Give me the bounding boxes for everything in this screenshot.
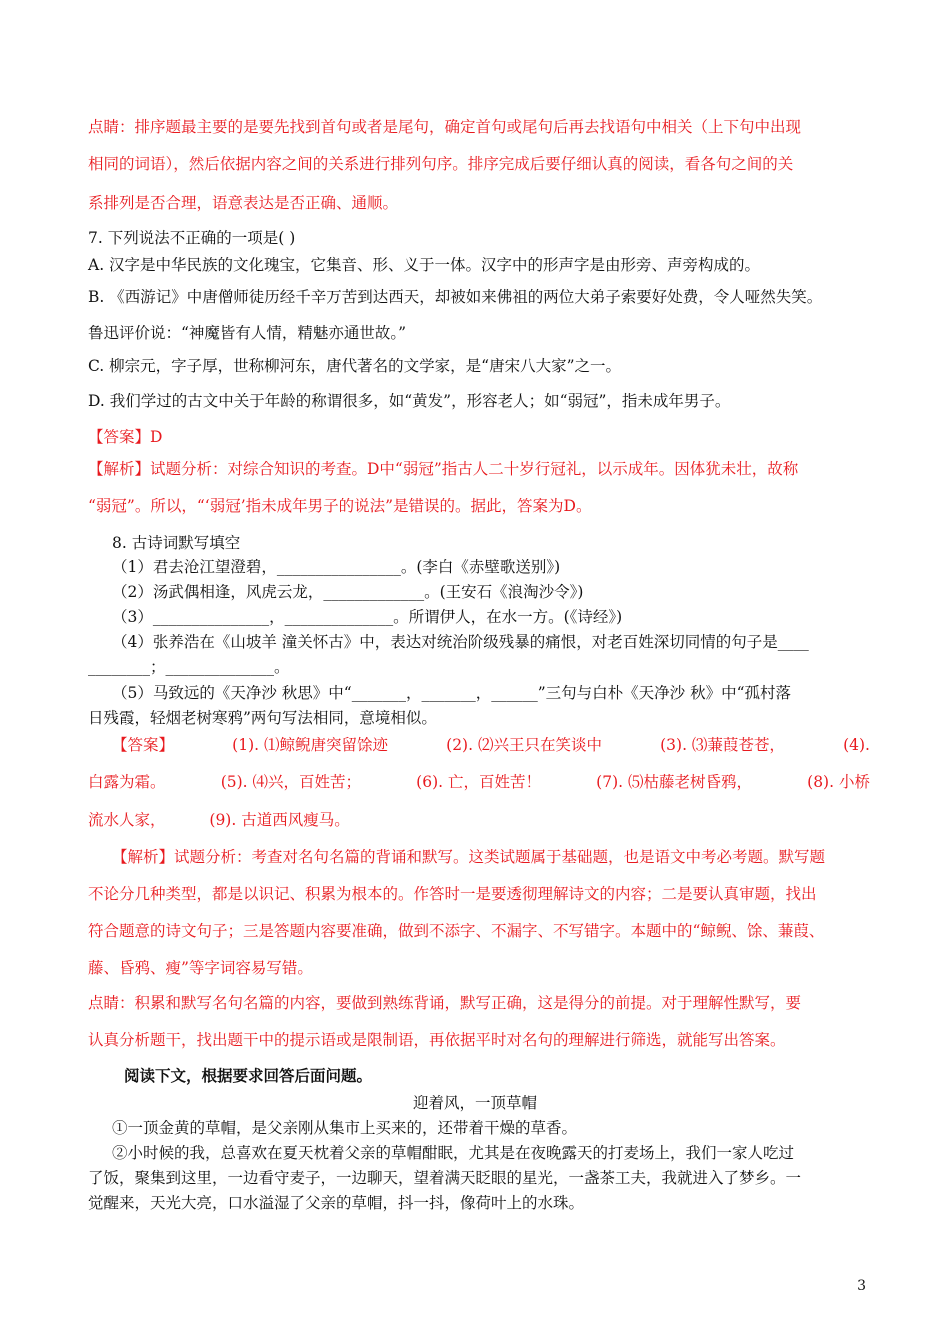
q8-answer-row-2 xyxy=(88,772,870,792)
reading-para-1: ①一顶金黄的草帽，是父亲刚从集市上买来的，还带着干燥的草香。 xyxy=(112,1119,578,1137)
q7-option-a: A. 汉字是中华民族的文化瑰宝，它集音、形、义于一体。汉字中的形声字是由形旁、声旁构成的。 xyxy=(88,256,761,274)
q8-tip-1: 点睛：积累和默写名句名篇的内容，要做到熟练背诵，默写正确，这是得分的前提。对于理解性默写，要 xyxy=(88,994,802,1012)
q7-option-c: C. 柳宗元，字子厚，世称柳河东，唐代著名的文学家，是“唐宋八大家”之一。 xyxy=(88,357,622,375)
q7-stem: 7. 下列说法不正确的一项是( ) xyxy=(88,229,296,247)
q8-item-4: （4）张养浩在《山坡羊 潼关怀古》中，表达对统治阶级残暴的痛恨，对老百姓深切同情的句子是____ xyxy=(112,633,809,651)
answer-item: (1). ⑴鲸鲵唐突留馀迹 xyxy=(232,736,388,754)
page-number: 3 xyxy=(857,1278,866,1294)
reading-para-2: ②小时候的我，总喜欢在夏天枕着父亲的草帽酣眠，尤其是在夜晚露天的打麦场上，我们一家人吃过 xyxy=(112,1144,795,1162)
answer-item: (9). 古道西风瘦马。 xyxy=(209,811,350,829)
answer-item: (6). 亡，百姓苦！ xyxy=(416,773,541,791)
q7-option-b-cont: 鲁迅评价说：“神魔皆有人情，精魅亦通世故。” xyxy=(88,324,407,342)
q8-analysis-4: 藤、昏鸦、瘦”等字词容易写错。 xyxy=(88,959,313,977)
q7-option-b: B. 《西游记》中唐僧师徒历经千辛万苦到达西天，却被如来佛祖的两位大弟子索要好处费，令人哑然失笑。 xyxy=(88,288,823,306)
answer-item: (4). xyxy=(843,736,870,754)
q8-item-5-cont: 日残霞，轻烟老树寒鸦”两句写法相同，意境相似。 xyxy=(88,709,437,727)
q8-analysis-2: 不论分几种类型，都是以识记、积累为根本的。作答时一是要透彻理解诗文的内容；二是要认真审题，找出 xyxy=(88,885,817,903)
q8-answer-row-3 xyxy=(88,810,870,830)
answer-item: 流水人家， xyxy=(88,811,166,829)
tip-line-3: 系排列是否合理，语意表达是否正确、通顺。 xyxy=(88,194,399,212)
q8-analysis-1: 【解析】试题分析：考查对名句名篇的背诵和默写。这类试题属于基础题，也是语文中考必考题。默写题 xyxy=(112,848,826,866)
reading-para-2-cont2: 觉醒来，天光大亮，口水溢湿了父亲的草帽，抖一抖，像荷叶上的水珠。 xyxy=(88,1194,585,1212)
q8-stem: 8. 古诗词默写填空 xyxy=(112,534,241,552)
answer-item: (8). 小桥 xyxy=(807,773,870,791)
q7-option-d: D. 我们学过的古文中关于年龄的称谓很多，如“黄发”，形容老人；如“弱冠”，指未成年男子。 xyxy=(88,392,731,410)
answer-item: (7). ⑸枯藤老树昏鸦， xyxy=(596,773,752,791)
q8-item-5: （5）马致远的《天净沙 秋思》中“_______，_______，______”三句与白朴《天净沙 秋》中“孤村落 xyxy=(112,684,791,702)
answer-item: 白露为霜。 xyxy=(88,773,166,791)
q7-analysis-1: 【解析】试题分析：对综合知识的考查。D中“弱冠”指古人二十岁行冠礼，以示成年。因体犹未壮，故称 xyxy=(88,460,799,478)
answer-item: (2). ⑵兴王只在笑谈中 xyxy=(446,736,602,754)
tip-line-2: 相同的词语），然后依据内容之间的关系进行排列句序。排序完成后要仔细认真的阅读，看各句之间的关 xyxy=(88,155,794,173)
reading-para-2-cont: 了饭，聚集到这里，一边看守麦子，一边聊天，望着满天眨眼的星光，一盏茶工夫，我就进入了梦乡。一 xyxy=(88,1169,802,1187)
q8-item-2: （2）汤武偶相逢，风虎云龙，_____________。(王安石《浪淘沙令》) xyxy=(112,583,584,601)
answer-item: (3). ⑶蒹葭苍苍， xyxy=(660,736,785,754)
answer-item: (5). ⑷兴，百姓苦； xyxy=(220,773,361,791)
q8-analysis-3: 符合题意的诗文句子；三是答题内容要准确，做到不添字、不漏字、不写错字。本题中的“鲸鲵、馀、蒹葭、 xyxy=(88,922,825,940)
reading-title: 迎着风，一顶草帽 xyxy=(412,1094,537,1112)
q8-item-3: （3）_______________，______________。所谓伊人，在水一方。(《诗经》) xyxy=(112,608,623,626)
q8-tip-2: 认真分析题干，找出题干中的提示语或是限制语，再依据平时对名句的理解进行筛选，就能写出答案。 xyxy=(88,1031,786,1049)
q8-answer-row-1 xyxy=(112,735,870,755)
q8-item-1: （1）君去沧江望澄碧，________________。(李白《赤壁歌送别》) xyxy=(112,558,561,576)
reading-instruction: 阅读下文，根据要求回答后面问题。 xyxy=(124,1066,373,1085)
q7-analysis-2: “弱冠”。所以，“‘弱冠’指未成年男子的说法”是错误的。据此，答案为D。 xyxy=(88,497,592,515)
q7-answer: 【答案】D xyxy=(88,428,163,446)
tip-line-1: 点睛：排序题最主要的是要先找到首句或者是尾句，确定首句或尾句后再去找语句中相关（上下句中出现 xyxy=(88,118,802,136)
answer-label: 【答案】 xyxy=(112,736,175,754)
q8-item-4-cont: ________；______________。 xyxy=(88,658,290,676)
